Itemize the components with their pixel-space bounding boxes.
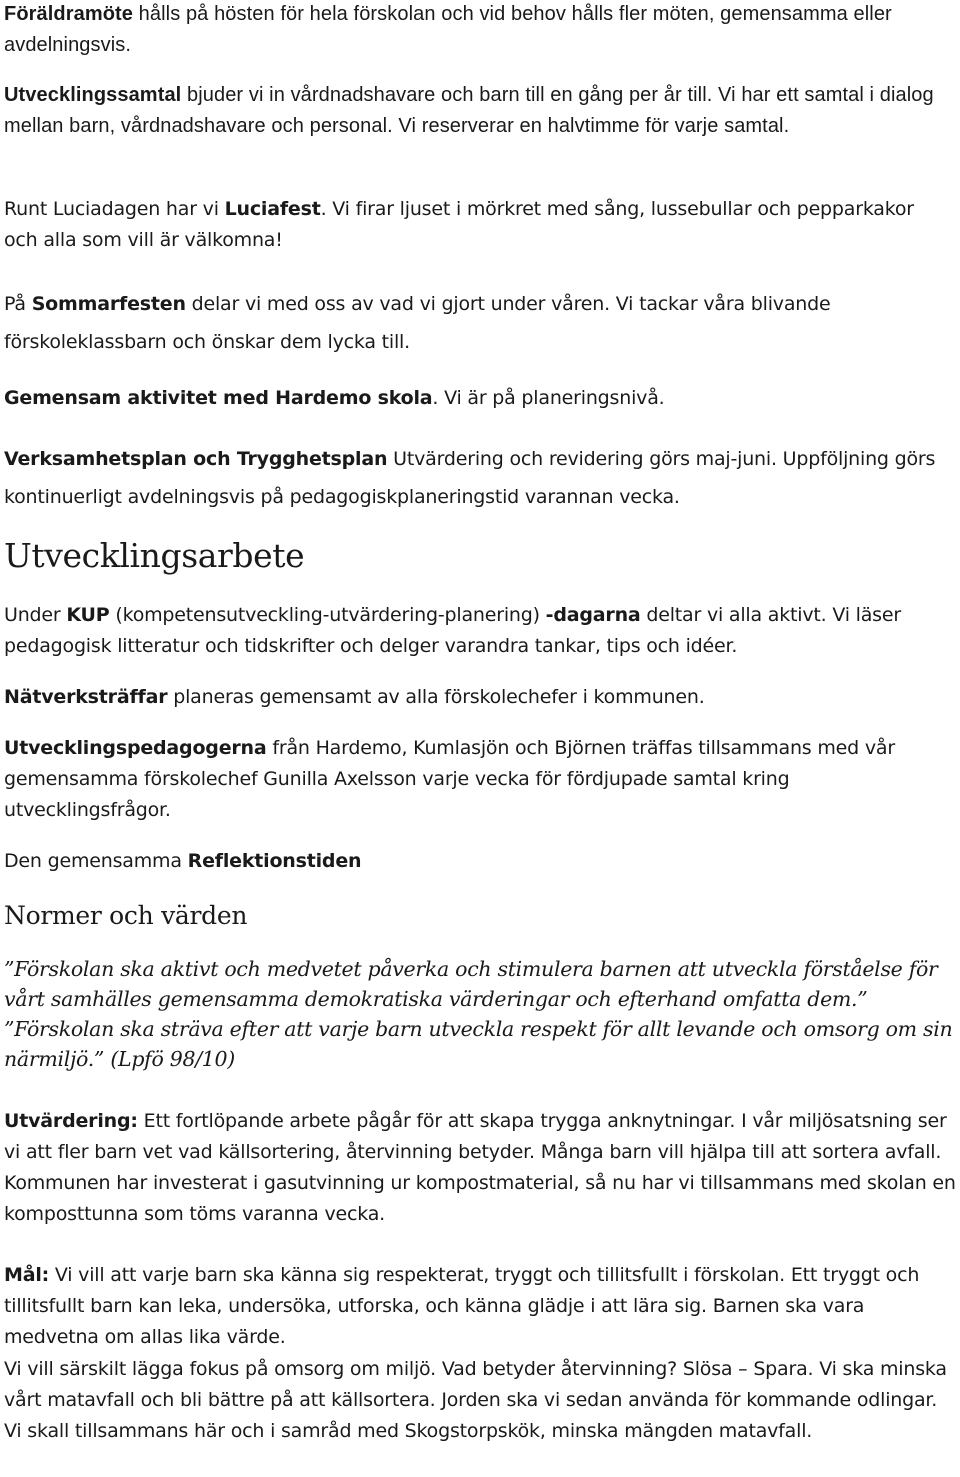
term-sommarfesten: Sommarfesten: [31, 293, 186, 315]
quote-lpfo-2: ”Förskolan ska sträva efter att varje barn utveckla respekt för allt levande och omsorg om sin närmiljö.” (Lpfö 98/10): [4, 1017, 953, 1071]
paragraph-text: Den gemensamma: [4, 850, 188, 872]
paragraph-text: Runt Luciadagen har vi: [4, 198, 225, 220]
paragraph-text: delar vi med oss av vad vi gjort under våren. Vi tackar våra blivande förskoleklassbarn och önskar dem lycka till.: [4, 293, 831, 353]
paragraph-utvecklingspedagogerna: [4, 733, 959, 826]
heading-normer-och-varden: Normer och värden: [4, 901, 248, 930]
paragraph-utvecklingssamtal: [4, 80, 934, 142]
paragraph-text: Vi vill särskilt lägga fokus på omsorg om miljö. Vad betyder återvinning? Slösa – Spara. Vi ska minska vårt matavfall och bli bättre på att källsortera. Jorden ska vi sedan använda för kommande odlingar. Vi skall tillsammans här och i samråd med Skogstorpskök, minska mängden matavfall.: [4, 1358, 947, 1442]
paragraph-luciafest: [4, 194, 934, 256]
paragraph-natverk: [4, 682, 954, 713]
paragraph-text: (kompetensutveckling-utvärdering-planering): [109, 604, 546, 626]
paragraph-verksamhetsplan: [4, 440, 954, 516]
paragraph-text: På: [4, 293, 32, 315]
term-kup: KUP: [66, 604, 110, 626]
paragraph-text: Utvärdering och revidering görs maj-juni. Uppföljning görs kontinuerligt avdelningsvis på pedagogiskplaneringstid varannan vecka.: [4, 448, 936, 508]
heading-utvecklingsarbete: Utvecklingsarbete: [4, 536, 305, 575]
term-foraldramote: Föräldramöte: [4, 3, 134, 25]
paragraph-fokus-miljo: [4, 1354, 959, 1447]
paragraph-text: hålls på hösten för hela förskolan och vid behov hålls fler möten, gemensamma eller avdelningsvis.: [4, 3, 892, 56]
paragraph-mal: [4, 1260, 959, 1353]
paragraph-reflektionstiden: [4, 846, 954, 877]
term-utvecklingssamtal: Utvecklingssamtal: [4, 84, 182, 106]
term-utvardering: Utvärdering:: [4, 1110, 138, 1132]
paragraph-sommarfest: [4, 285, 934, 361]
paragraph-hardemo: [4, 383, 934, 414]
term-mal: Mål:: [4, 1264, 50, 1286]
paragraph-text: Under: [4, 604, 67, 626]
paragraph-text: bjuder vi in vårdnadshavare och barn till en gång per år till. Vi har ett samtal i dialog mellan barn, vårdnadshavare och personal. Vi reserverar en halvtimme för varje samtal.: [4, 84, 934, 137]
paragraph-text: deltar vi alla aktivt. Vi läser pedagogisk litteratur och tidskrifter och delger varandra tankar, tips och idéer.: [4, 604, 901, 657]
paragraph-kup: [4, 600, 954, 662]
term-verksamhetsplan: Verksamhetsplan och Trygghetsplan: [4, 448, 388, 470]
paragraph-text: . Vi firar ljuset i mörkret med sång, lussebullar och pepparkakor och alla som vill är välkomna!: [4, 198, 914, 251]
term-dagarna: -dagarna: [545, 604, 641, 626]
paragraph-text: planeras gemensamt av alla förskolechefer i kommunen.: [167, 686, 705, 708]
paragraph-text: Ett fortlöpande arbete pågår för att skapa trygga anknytningar. I vår miljösatsning ser vi att fler barn vet vad källsortering, återvinning betyder. Många barn vill hjälpa till att sortera avfall. Kommunen har investerat i gasutvinning ur kompostmaterial, så nu har vi tillsammans med skolan en komposttunna som töms varanna vecka.: [4, 1110, 956, 1225]
term-hardemo-aktivitet: Gemensam aktivitet med Hardemo skola: [4, 387, 433, 409]
paragraph-text: från Hardemo, Kumlasjön och Björnen träffas tillsammans med vår gemensamma förskolechef Gunilla Axelsson varje vecka för fördjupade samtal kring utvecklingsfrågor.: [4, 737, 895, 821]
term-luciafest: Luciafest: [224, 198, 321, 220]
term-reflektionstiden: Reflektionstiden: [187, 850, 362, 872]
term-natverkstraffar: Nätverksträffar: [4, 686, 168, 708]
quote-lpfo-1: ”Förskolan ska aktivt och medvetet påverka och stimulera barnen att utveckla förståelse för vårt samhälles gemensamma demokratiska värderingar och efterhand omfatta dem.”: [4, 957, 938, 1011]
paragraph-foraldramote: [4, 0, 924, 61]
paragraph-text: . Vi är på planeringsnivå.: [432, 387, 665, 409]
term-utvecklingspedagogerna: Utvecklingspedagogerna: [4, 737, 267, 759]
paragraph-utvardering: [4, 1106, 959, 1230]
paragraph-text: Vi vill att varje barn ska känna sig respekterat, tryggt och tillitsfullt i förskolan. Ett tryggt och tillitsfullt barn kan leka, undersöka, utforska, och känna glädje i att lära sig. Barnen ska vara medvetna om allas lika värde.: [4, 1264, 920, 1348]
